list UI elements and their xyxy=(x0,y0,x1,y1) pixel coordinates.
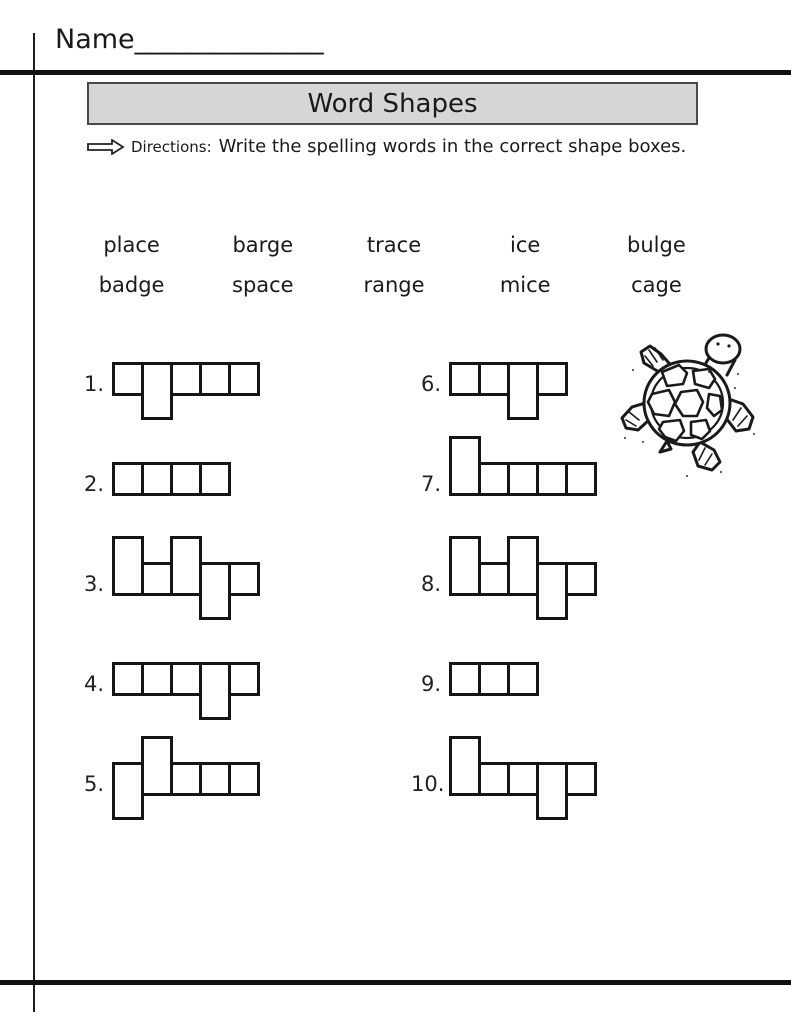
word-bank-row xyxy=(66,233,722,257)
spelling-word: cage xyxy=(631,273,682,297)
shape-box-descender[interactable] xyxy=(507,362,539,420)
title-bar xyxy=(87,82,698,125)
item-number: 10. xyxy=(411,772,445,796)
shape-box-descender[interactable] xyxy=(199,662,231,720)
shape-box-normal[interactable] xyxy=(478,562,510,596)
shape-box-normal[interactable] xyxy=(478,762,510,796)
shape-box-normal[interactable] xyxy=(565,562,597,596)
shape-box-normal[interactable] xyxy=(199,762,231,796)
shape-box-tall[interactable] xyxy=(449,436,481,496)
name-row xyxy=(55,24,324,55)
page-title: Word Shapes xyxy=(307,88,478,119)
item-number: 7. xyxy=(420,472,441,496)
shape-box-normal[interactable] xyxy=(565,762,597,796)
shape-box-normal[interactable] xyxy=(141,662,173,696)
spelling-word: barge xyxy=(232,233,294,257)
header-rule xyxy=(0,70,791,75)
shape-box-normal[interactable] xyxy=(199,462,231,496)
shape-box-normal[interactable] xyxy=(228,562,260,596)
item-number: 6. xyxy=(420,372,441,396)
item-number: 8. xyxy=(420,572,441,596)
shape-box-tall[interactable] xyxy=(141,736,173,796)
item-number: 9. xyxy=(420,672,441,696)
shape-box-normal[interactable] xyxy=(112,662,144,696)
spelling-word: place xyxy=(103,233,160,257)
shape-box-normal[interactable] xyxy=(478,362,510,396)
shape-box-normal[interactable] xyxy=(170,362,202,396)
directions-text: Write the spelling words in the correct shape boxes. xyxy=(218,136,687,157)
spelling-word: ice xyxy=(510,233,541,257)
shape-box-normal[interactable] xyxy=(507,762,539,796)
shape-box-tall[interactable] xyxy=(507,536,539,596)
shape-box-normal[interactable] xyxy=(507,662,539,696)
shape-box-normal[interactable] xyxy=(228,762,260,796)
shape-box-normal[interactable] xyxy=(141,562,173,596)
footer-rule xyxy=(0,980,791,985)
shape-box-normal[interactable] xyxy=(536,462,568,496)
item-number: 5. xyxy=(83,772,104,796)
shape-box-normal[interactable] xyxy=(112,362,144,396)
shape-box-descender[interactable] xyxy=(536,762,568,820)
item-number: 4. xyxy=(83,672,104,696)
spelling-word: range xyxy=(363,273,425,297)
spelling-word: bulge xyxy=(627,233,686,257)
shape-box-normal[interactable] xyxy=(170,662,202,696)
spelling-word: mice xyxy=(499,273,551,297)
shape-box-normal[interactable] xyxy=(507,462,539,496)
shape-box-normal[interactable] xyxy=(536,362,568,396)
margin-rule-vertical xyxy=(33,33,35,1012)
spelling-word: space xyxy=(232,273,294,297)
word-bank-row xyxy=(66,273,722,297)
shape-box-descender[interactable] xyxy=(112,762,144,820)
shape-box-normal[interactable] xyxy=(228,662,260,696)
item-number: 1. xyxy=(83,372,104,396)
shape-box-normal[interactable] xyxy=(565,462,597,496)
spelling-word: badge xyxy=(98,273,165,297)
shape-box-descender[interactable] xyxy=(141,362,173,420)
right-arrow-icon xyxy=(87,139,125,155)
shape-box-tall[interactable] xyxy=(170,536,202,596)
item-number: 2. xyxy=(83,472,104,496)
shape-box-normal[interactable] xyxy=(478,662,510,696)
shape-box-normal[interactable] xyxy=(449,362,481,396)
shape-box-tall[interactable] xyxy=(112,536,144,596)
shape-box-normal[interactable] xyxy=(170,762,202,796)
shape-box-tall[interactable] xyxy=(449,736,481,796)
shape-box-normal[interactable] xyxy=(199,362,231,396)
shape-box-descender[interactable] xyxy=(536,562,568,620)
spelling-word: trace xyxy=(366,233,422,257)
directions-label: Directions: xyxy=(131,137,212,156)
shape-box-normal[interactable] xyxy=(170,462,202,496)
shape-box-normal[interactable] xyxy=(228,362,260,396)
shape-box-descender[interactable] xyxy=(199,562,231,620)
shape-box-tall[interactable] xyxy=(449,536,481,596)
turtle-icon xyxy=(617,330,767,480)
directions-row xyxy=(87,136,686,157)
name-write-line[interactable]: ______________ xyxy=(134,24,324,55)
shape-box-normal[interactable] xyxy=(141,462,173,496)
name-label: Name xyxy=(55,24,135,55)
item-number: 3. xyxy=(83,572,104,596)
shape-box-normal[interactable] xyxy=(449,662,481,696)
shape-box-normal[interactable] xyxy=(478,462,510,496)
shape-box-normal[interactable] xyxy=(112,462,144,496)
